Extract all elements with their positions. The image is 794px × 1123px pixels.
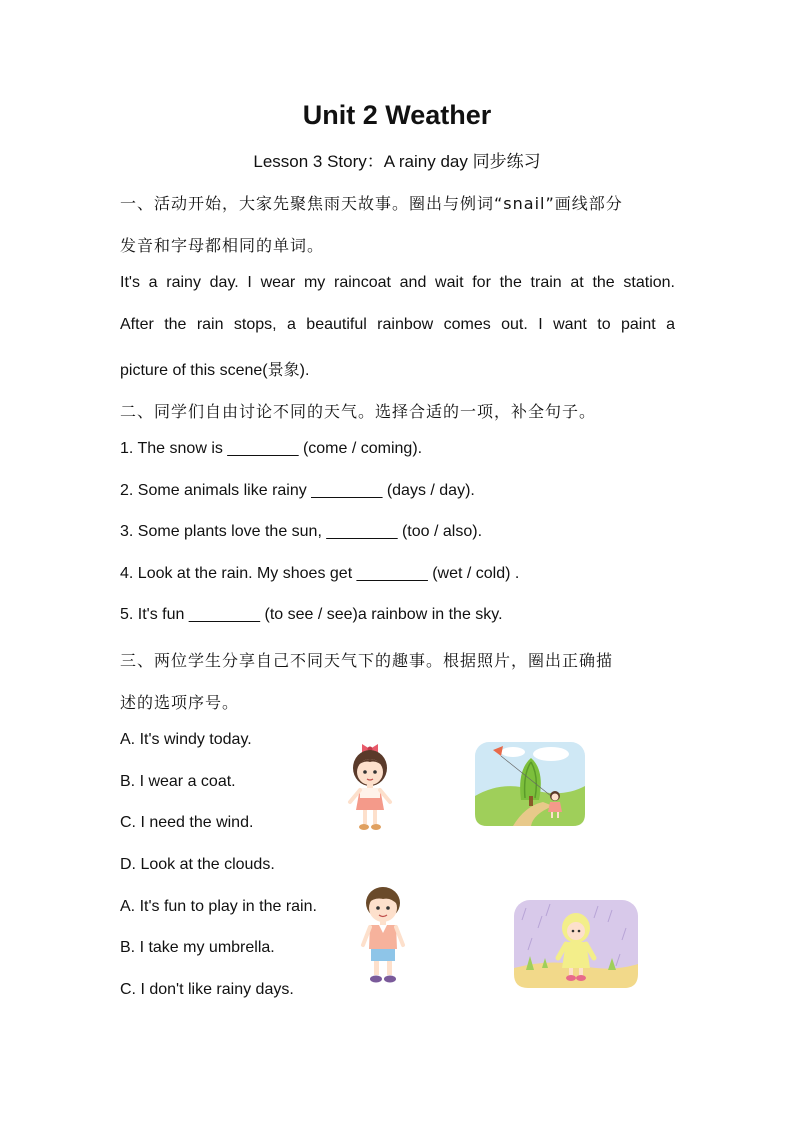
exercise-item: 2. Some animals like rainy ________ (days / day). — [120, 482, 475, 499]
option-item: C. I need the wind. — [120, 814, 254, 831]
girl-illustration — [340, 738, 400, 834]
exercise-item: 1. The snow is ________ (come / coming). — [120, 440, 423, 457]
option-item: C. I don't like rainy days. — [120, 981, 294, 998]
section2-instruction: 二、同学们自由讨论不同的天气。选择合适的一项，补全句子。 — [120, 402, 597, 421]
option-item: D. Look at the clouds. — [120, 856, 275, 873]
rainy-scene-illustration — [512, 898, 640, 990]
section1-instruction-line1: 一、活动开始，大家先聚焦雨天故事。圈出与例词“snail”画线部分 — [120, 194, 623, 213]
boy-illustration — [355, 883, 411, 987]
exercise-item: 3. Some plants love the sun, ________ (too / also). — [120, 523, 483, 540]
passage-line: It's a rainy day. I wear my raincoat and wait for the train at the station. — [120, 274, 675, 291]
option-item: B. I take my umbrella. — [120, 939, 275, 956]
section3-instruction-line2: 述的选项序号。 — [120, 693, 240, 712]
page-subtitle: Lesson 3 Story：A rainy day 同步练习 — [253, 152, 541, 171]
exercise-item: 4. Look at the rain. My shoes get ________ (wet / cold) . — [120, 565, 520, 582]
section1-instruction-line2: 发音和字母都相同的单词。 — [120, 236, 325, 255]
passage-line: After the rain stops, a beautiful rainbow comes out. I want to paint a — [120, 316, 675, 333]
passage-line: picture of this scene(景象). — [120, 362, 310, 379]
page-title: Unit 2 Weather — [302, 100, 492, 130]
option-item: A. It's windy today. — [120, 731, 252, 748]
section3-instruction-line1: 三、两位学生分享自己不同天气下的趣事。根据照片，圈出正确描 — [120, 651, 614, 670]
windy-scene-illustration — [473, 740, 587, 828]
option-item: B. I wear a coat. — [120, 773, 236, 790]
exercise-item: 5. It's fun ________ (to see / see)a rainbow in the sky. — [120, 606, 503, 623]
option-item: A. It's fun to play in the rain. — [120, 898, 317, 915]
